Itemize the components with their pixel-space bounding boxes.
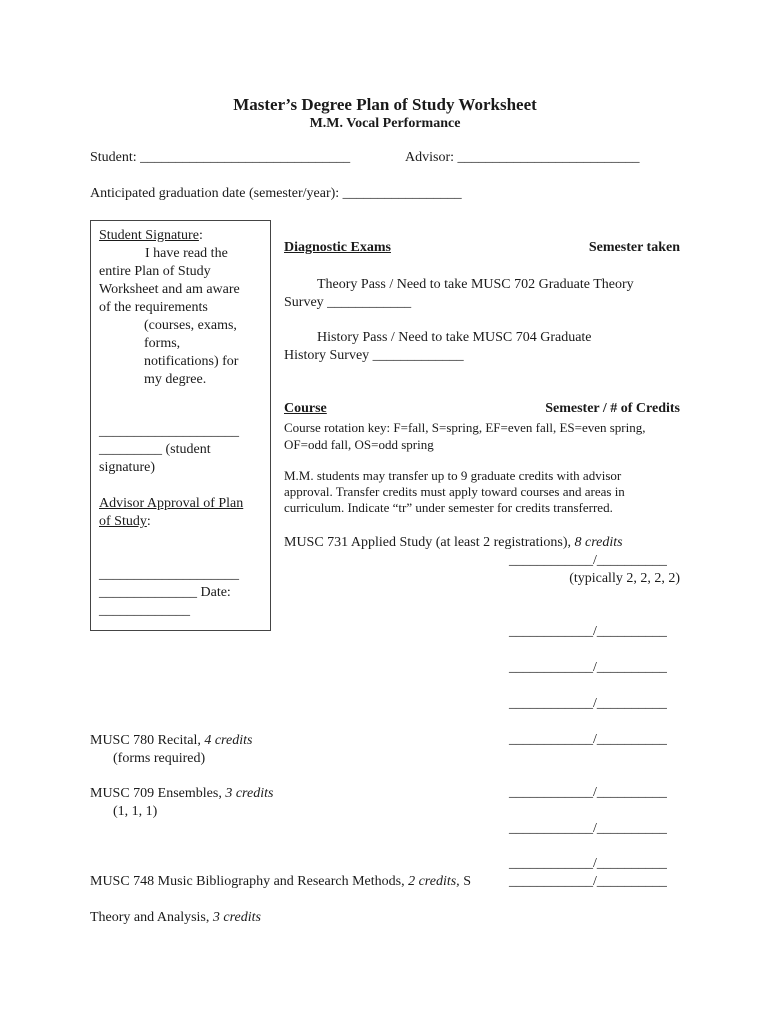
advisor-approval-heading xyxy=(99,495,243,531)
transfer-note-line-2: approval. Transfer credits must apply toward courses and areas in xyxy=(284,484,625,499)
bibliography-blank[interactable]: ____________/__________ xyxy=(509,874,667,889)
student-field[interactable] xyxy=(90,150,350,166)
signature-heading: Student Signature xyxy=(99,228,199,243)
advisor-blank[interactable]: __________________________ xyxy=(457,150,640,165)
bibliography-credits: 2 credits, xyxy=(408,874,460,889)
graduation-blank[interactable]: _________________ xyxy=(342,186,462,201)
applied-blank-3[interactable]: ____________/__________ xyxy=(509,660,667,675)
theory-exam-line-1: Theory Pass / Need to take MUSC 702 Graduate Theory xyxy=(317,277,634,292)
bibliography-semester: S xyxy=(459,874,471,889)
transfer-note xyxy=(284,468,625,516)
course-heading: Course xyxy=(284,401,327,416)
student-blank[interactable]: ______________________________ xyxy=(140,150,351,165)
ensembles-blank-3[interactable]: ____________/__________ xyxy=(509,856,667,871)
history-exam-line-1: History Pass / Need to take MUSC 704 Graduate xyxy=(317,330,592,345)
student-signature-note: signature) xyxy=(99,460,155,475)
recital-course xyxy=(90,732,252,768)
rotation-key-line-1: Course rotation key: F=fall, S=spring, EF=even fall, ES=even spring, xyxy=(284,420,646,435)
theory-analysis-course xyxy=(90,910,261,926)
ensembles-credits: 3 credits xyxy=(225,786,274,801)
recital-credits: 4 credits xyxy=(204,733,253,748)
signature-text-6: forms, xyxy=(144,336,181,351)
advisor-signature-blank-1[interactable]: ____________________ xyxy=(99,567,239,582)
graduation-field[interactable] xyxy=(90,186,462,202)
signature-colon: : xyxy=(198,228,203,243)
ensembles-blank-1[interactable]: ____________/__________ xyxy=(509,785,667,800)
rotation-key-line-2: OF=odd fall, OS=odd spring xyxy=(284,437,434,452)
signature-text-8: my degree. xyxy=(144,372,207,387)
course-header xyxy=(284,401,680,417)
advisor-label: Advisor: xyxy=(405,150,454,165)
recital-label: MUSC 780 Recital, xyxy=(90,733,205,748)
page-title: Master’s Degree Plan of Study Worksheet xyxy=(233,95,537,114)
history-exam-line-2[interactable]: History Survey _____________ xyxy=(284,348,464,363)
theory-analysis-credits: 3 credits xyxy=(212,910,261,925)
recital-blank[interactable]: ____________/__________ xyxy=(509,732,667,747)
applied-study-course xyxy=(284,535,623,551)
advisor-signature-blank-2[interactable]: ______________ Date: xyxy=(99,585,231,600)
advisor-field[interactable] xyxy=(405,150,640,166)
applied-typical-note: (typically 2, 2, 2, 2) xyxy=(569,571,680,586)
ensembles-course xyxy=(90,785,273,821)
signature-text-3: Worksheet and am aware xyxy=(99,282,240,297)
advisor-approval-text-1: Advisor Approval of Plan xyxy=(99,496,244,511)
theory-exam-line-2[interactable]: Survey ____________ xyxy=(284,295,412,310)
credits-heading: Semester / # of Credits xyxy=(545,401,680,416)
advisor-signature-blank-3[interactable]: _____________ xyxy=(99,603,190,618)
graduation-label: Anticipated graduation date (semester/year): xyxy=(90,186,340,201)
ensembles-label: MUSC 709 Ensembles, xyxy=(90,786,226,801)
applied-blank-2[interactable]: ____________/__________ xyxy=(509,624,667,639)
advisor-signature-line[interactable] xyxy=(99,566,239,620)
advisor-approval-text-2: of Study xyxy=(99,514,147,529)
applied-blank-1[interactable]: ____________/__________ xyxy=(509,553,667,568)
diagnostic-heading: Diagnostic Exams xyxy=(284,240,391,255)
rotation-key xyxy=(284,419,646,453)
semester-taken-heading: Semester taken xyxy=(588,240,680,255)
history-exam xyxy=(284,329,592,365)
transfer-note-line-3: curriculum. Indicate “tr” under semester for credits transferred. xyxy=(284,500,613,515)
transfer-note-line-1: M.M. students may transfer up to 9 graduate credits with advisor xyxy=(284,468,622,483)
applied-study-credits: 8 credits xyxy=(574,535,623,550)
signature-text-7: notifications) for xyxy=(144,354,239,369)
signature-text-4: of the requirements xyxy=(99,300,208,315)
signature-section xyxy=(99,227,240,389)
applied-study-label: MUSC 731 Applied Study (at least 2 registrations), xyxy=(284,535,575,550)
page-subtitle: M.M. Vocal Performance xyxy=(309,116,461,131)
signature-text-5: (courses, exams, xyxy=(144,318,237,333)
student-label: Student: xyxy=(90,150,137,165)
bibliography-label: MUSC 748 Music Bibliography and Research Methods, xyxy=(90,874,409,889)
signature-text-1: I have read the xyxy=(145,246,228,261)
student-signature-line[interactable] xyxy=(99,423,239,477)
theory-exam xyxy=(284,276,634,312)
applied-blank-4[interactable]: ____________/__________ xyxy=(509,696,667,711)
ensembles-blank-2[interactable]: ____________/__________ xyxy=(509,821,667,836)
advisor-approval-colon: : xyxy=(146,514,151,529)
bibliography-course xyxy=(90,874,471,890)
student-signature-blank-2[interactable]: _________ (student xyxy=(99,442,211,457)
theory-analysis-label: Theory and Analysis, xyxy=(90,910,213,925)
diagnostic-header xyxy=(284,240,680,256)
recital-note: (forms required) xyxy=(113,751,206,766)
signature-text-2: entire Plan of Study xyxy=(99,264,211,279)
ensembles-note: (1, 1, 1) xyxy=(113,804,158,819)
student-signature-blank-1[interactable]: ____________________ xyxy=(99,424,239,439)
